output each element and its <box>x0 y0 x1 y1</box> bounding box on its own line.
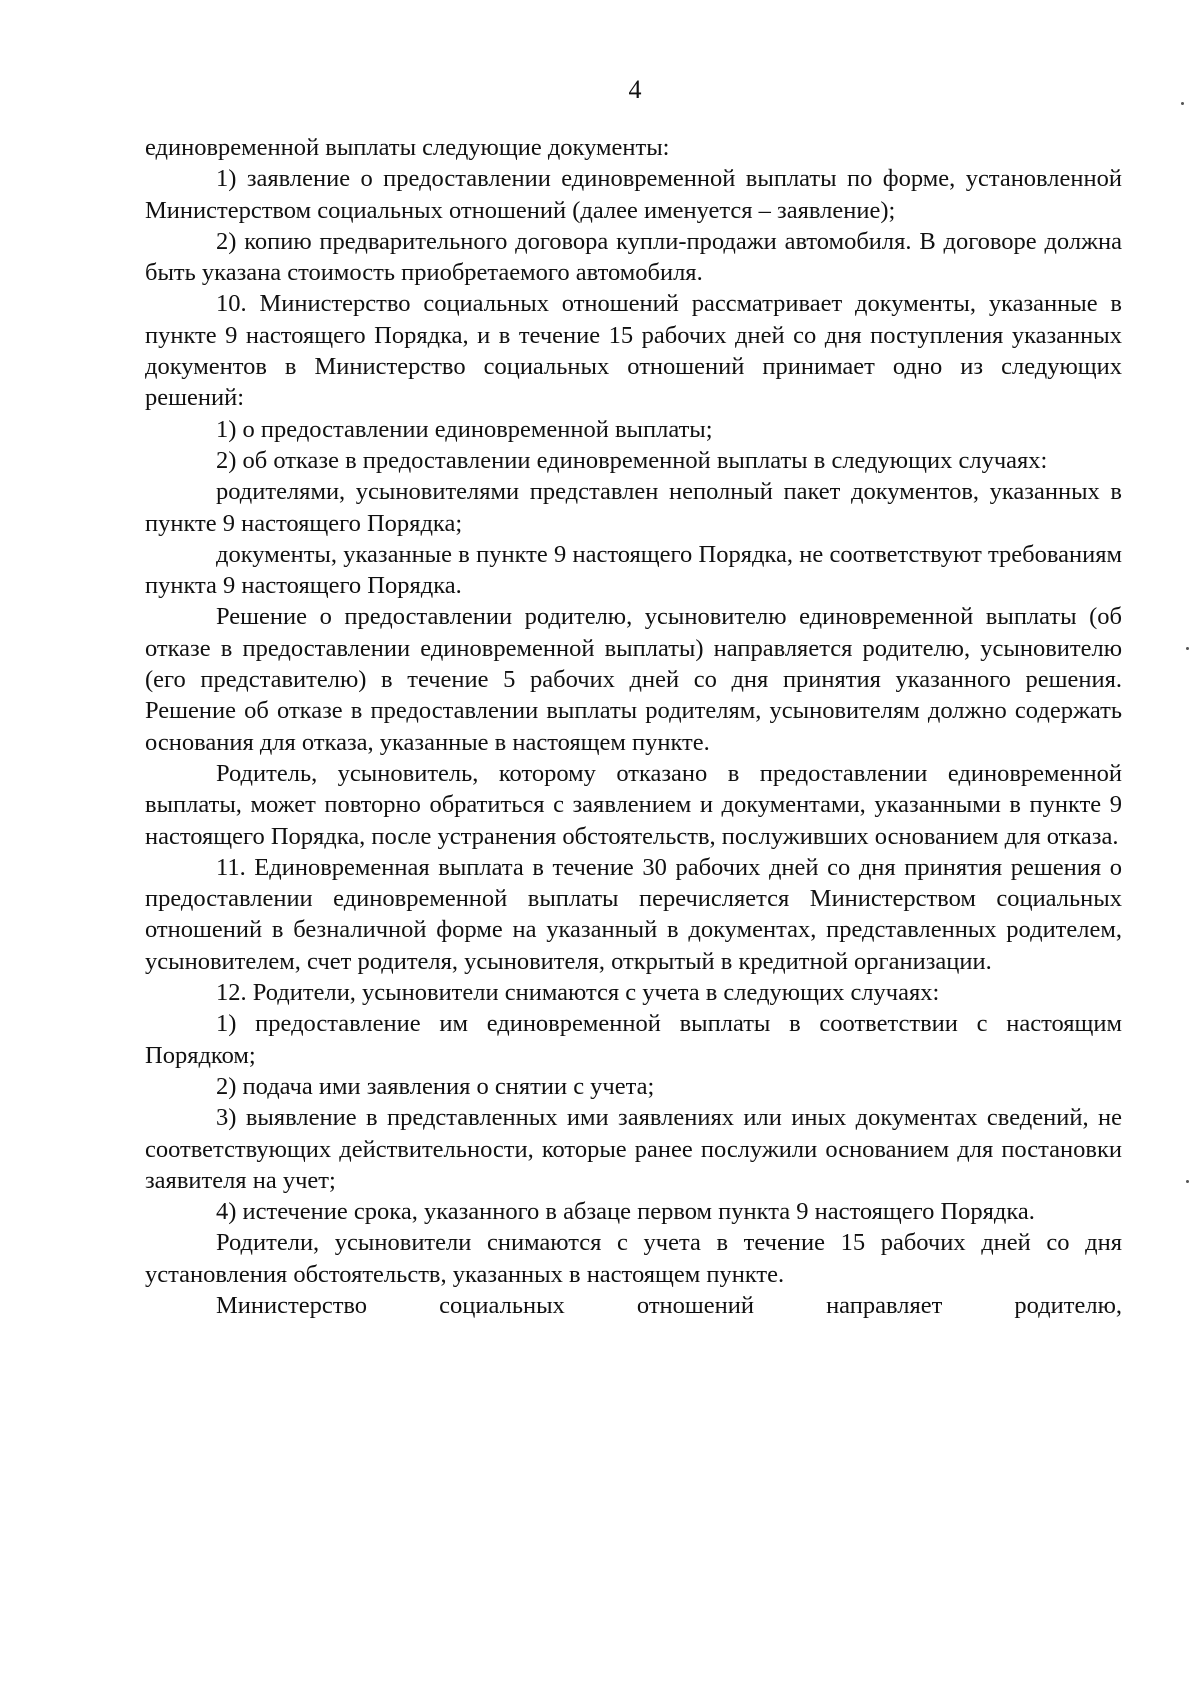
paragraph: 2) подача ими заявления о снятии с учета; <box>216 1072 655 1100</box>
paragraph: Родитель, усыновитель, которому отказано в предоставлении единовременной выплаты, может повторно обратиться с заявлением и документами, указанными в пункте 9 настоящего Порядка, после устранения обстоятельств, послуживших основанием для отказа. <box>145 759 1122 850</box>
paragraph: 1) о предоставлении единовременной выплаты; <box>216 415 713 443</box>
paragraph: родителями, усыновителями представлен неполный пакет документов, указанных в пункте 9 настоящего Порядка; <box>145 478 1122 537</box>
paragraph: 1) заявление о предоставлении единовременной выплаты по форме, установленной Министерством социальных отношений (далее именуется – заявление); <box>145 165 1122 224</box>
paragraph: 1) предоставление им единовременной выплаты в соответствии с настоящим Порядком; <box>145 1010 1122 1069</box>
paragraph: 3) выявление в представленных ими заявлениях или иных документах сведений, не соответствующих действительности, которые ранее послужили основанием для постановки заявителя на учет; <box>145 1104 1122 1194</box>
document-body <box>145 132 1122 1321</box>
paragraph: Родители, усыновители снимаются с учета в течение 15 рабочих дней со дня установления обстоятельств, указанных в настоящем пункте. <box>145 1229 1122 1288</box>
paragraph: Министерство социальных отношений направляет родителю, <box>216 1291 1122 1319</box>
paragraph: 2) копию предварительного договора купли-продажи автомобиля. В договоре должна быть указана стоимость приобретаемого автомобиля. <box>145 227 1122 287</box>
scan-speck <box>1186 1180 1189 1183</box>
scan-speck <box>1186 647 1189 650</box>
paragraph: 4) истечение срока, указанного в абзаце первом пункта 9 настоящего Порядка. <box>216 1198 1035 1226</box>
scan-speck <box>1181 102 1184 105</box>
paragraph: 11. Единовременная выплата в течение 30 рабочих дней со дня принятия решения о предоставлении единовременной выплаты перечисляется Министерством социальных отношений в безналичной форме на указанный в документах, представленных родителем, усыновителем, счет родителя, усыновителя, открытый в кредитной организации. <box>145 853 1122 975</box>
paragraph: 2) об отказе в предоставлении единовременной выплаты в следующих случаях: <box>216 446 1048 474</box>
paragraph: 10. Министерство социальных отношений рассматривает документы, указанные в пункте 9 настоящего Порядка, и в течение 15 рабочих дней со дня поступления указанных документов в Министерство социальных отношений принимает одно из следующих решений: <box>145 290 1122 412</box>
paragraph: единовременной выплаты следующие документы: <box>145 134 670 161</box>
paragraph: Решение о предоставлении родителю, усыновителю единовременной выплаты (об отказе в предоставлении единовременной выплаты) направляется родителю, усыновителю (его представителю) в течение 5 рабочих дней со дня принятия указанного решения. Решение об отказе в предоставлении выплаты родителям, усыновителям должно содержать основания для отказа, указанные в настоящем пункте. <box>145 603 1122 756</box>
page-number: 4 <box>628 75 642 104</box>
paragraph: 12. Родители, усыновители снимаются с учета в следующих случаях: <box>216 979 940 1007</box>
paragraph: документы, указанные в пункте 9 настоящего Порядка, не соответствуют требованиям пункта 9 настоящего Порядка. <box>145 540 1122 600</box>
